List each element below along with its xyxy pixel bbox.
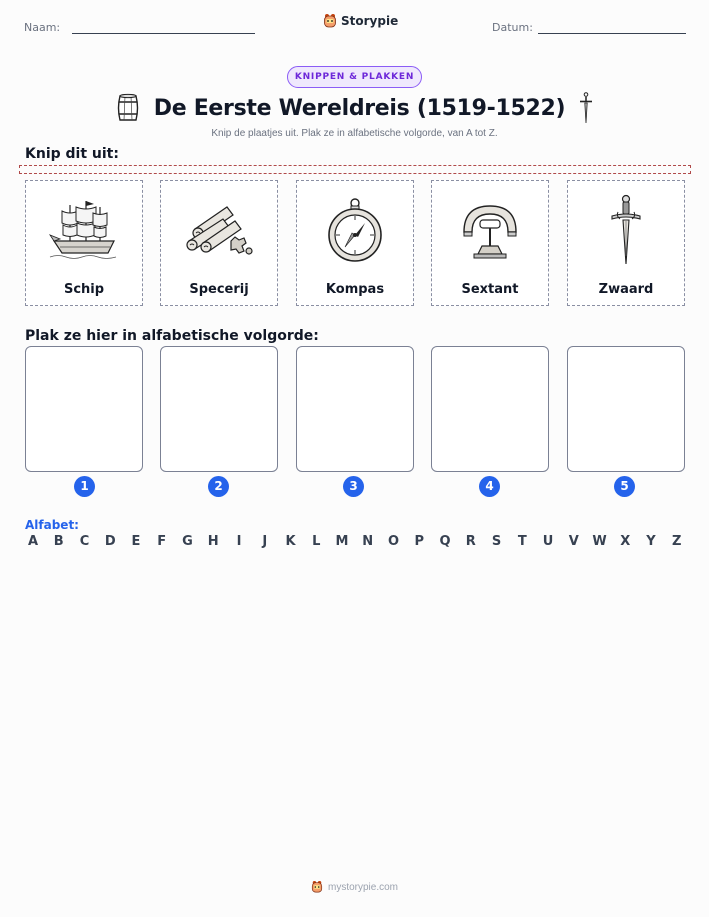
paste-slot-3[interactable] [296,346,414,472]
compass-icon [323,197,387,263]
slot-number-4: 4 [479,476,500,497]
alphabet-letter: A [27,534,39,549]
brand-name: Storypie [341,14,399,28]
card-label: Kompas [325,282,385,297]
alphabet-letter: Q [439,534,451,549]
sword-icon [608,194,644,266]
alphabet-letter: D [104,534,116,549]
page-title: De Eerste Wereldreis (1519-1522) [153,95,566,121]
card-label: Schip [63,282,105,297]
activity-badge: KNIPPEN & PLAKKEN [287,66,422,88]
alphabet-letter: C [79,534,90,549]
sextant-icon [458,198,522,262]
paste-slot-1[interactable] [25,346,143,472]
card-label: Specerij [189,282,249,297]
title-row [0,92,709,124]
barrel-icon [116,93,140,123]
slot-number-1: 1 [74,476,95,497]
alphabet-letter: L [312,534,321,549]
cut-card-ship[interactable] [25,180,143,306]
alphabet-letter: I [236,534,242,549]
alphabet-letter: O [387,534,400,549]
name-line[interactable] [72,33,255,34]
date-label: Datum: [492,21,533,34]
paste-slot-5[interactable] [567,346,685,472]
card-label: Sextant [461,282,519,297]
alphabet-heading: Alfabet: [25,518,79,532]
alphabet-letter: G [182,534,193,549]
slot-number-5: 5 [614,476,635,497]
alphabet-letter: K [285,534,296,549]
cut-heading: Knip dit uit: [25,146,119,162]
alphabet-letter: Y [646,534,656,549]
slot-number-3: 3 [343,476,364,497]
storypie-mascot-icon [311,880,323,894]
cut-line [19,165,691,174]
paste-slot-2[interactable] [160,346,278,472]
alphabet-letter: W [592,534,607,549]
alphabet-letter: E [131,534,141,549]
cut-card-compass[interactable] [296,180,414,306]
alphabet-letter: F [157,534,167,549]
alphabet-letter: T [517,534,527,549]
alphabet-letter: B [53,534,64,549]
name-label: Naam: [24,21,61,34]
instructions: Knip de plaatjes uit. Plak ze in alfabetische volgorde, van A tot Z. [211,128,498,139]
spice-icon [183,199,255,261]
cut-card-spice[interactable] [160,180,278,306]
alphabet-letter: R [465,534,476,549]
sword-title-icon [579,92,593,124]
brand-logo [323,13,398,29]
cut-card-sword[interactable] [567,180,685,306]
alphabet-row [25,534,685,549]
date-line[interactable] [538,33,686,34]
alphabet-letter: P [414,534,425,549]
alphabet-letter: J [262,534,268,549]
ship-icon [48,197,120,263]
paste-slot-4[interactable] [431,346,549,472]
alphabet-letter: U [542,534,554,549]
slot-number-2: 2 [208,476,229,497]
footer-url[interactable]: mystorypie.com [327,881,398,893]
alphabet-letter: H [207,534,219,549]
footer [0,880,709,894]
alphabet-letter: X [620,534,631,549]
alphabet-letter: Z [672,534,682,549]
storypie-mascot-icon [323,13,337,29]
cut-card-sextant[interactable] [431,180,549,306]
alphabet-letter: N [362,534,374,549]
card-label: Zwaard [598,282,654,297]
alphabet-letter: S [491,534,502,549]
paste-heading: Plak ze hier in alfabetische volgorde: [25,328,319,344]
alphabet-letter: M [335,534,349,549]
alphabet-letter: V [568,534,579,549]
